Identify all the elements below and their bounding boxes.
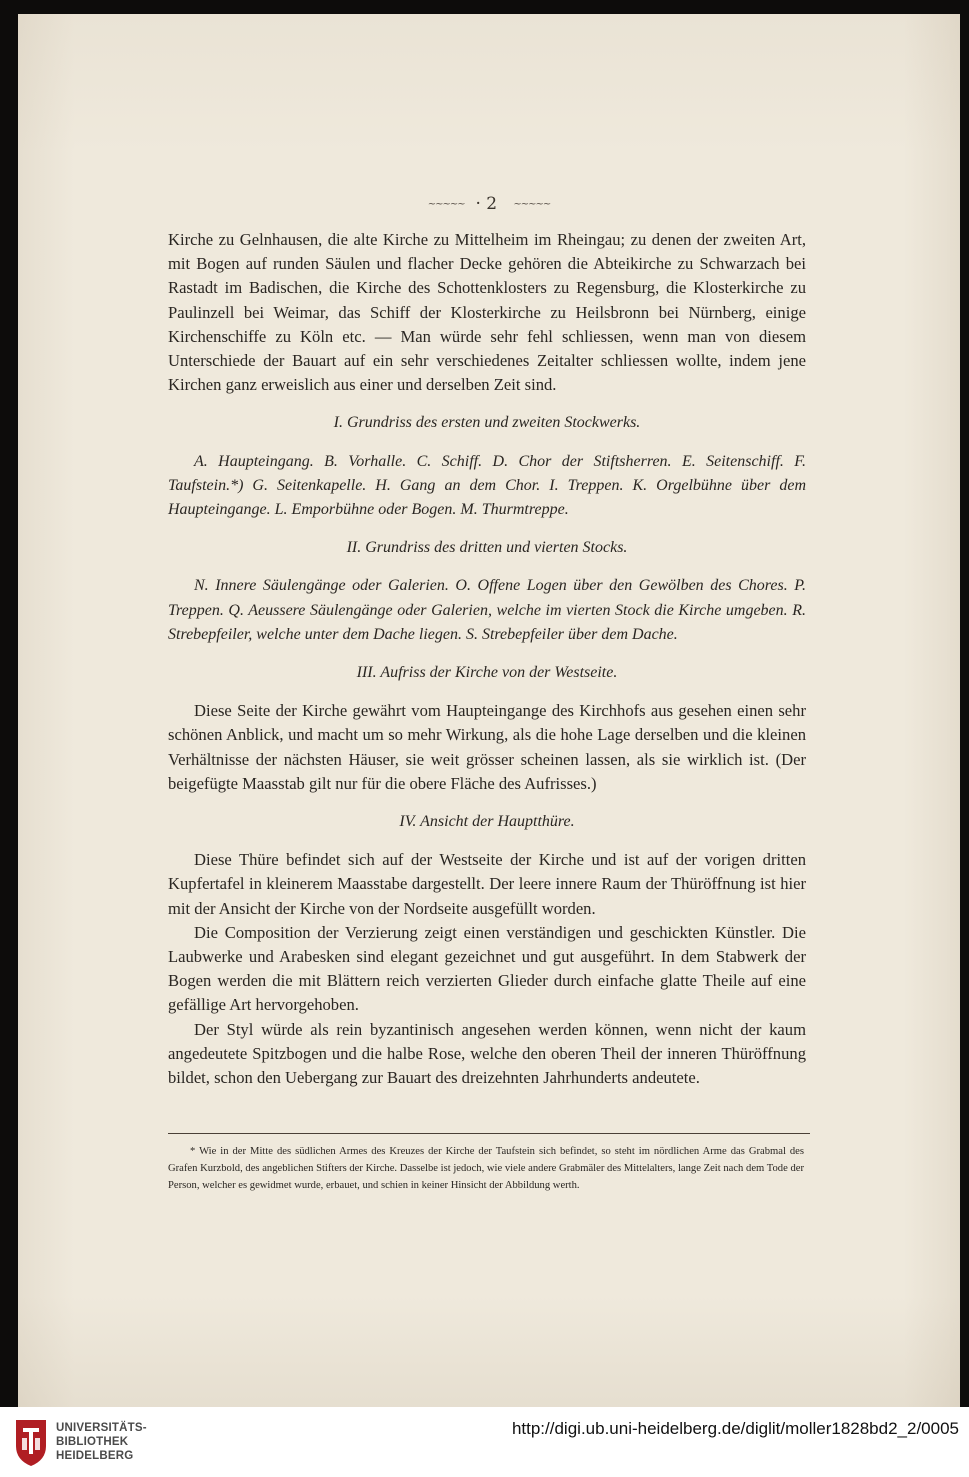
library-name-line-3: HEIDELBERG [56,1450,134,1462]
section-heading-3: III. Aufriss der Kirche von der Westseite. [356,664,618,682]
section-paragraph-3: Diese Seite der Kirche gewährt vom Haupteingange des Kirchhofs aus gesehen einen sehr schönen Anblick, und macht um so mehr Wirkung, als die hohe Lage derselben und die kleinen Verhältnisse der nächsten Häuser, sie weit grösser scheinen lassen, als sie wirklich ist. (Der beigefügte Maasstab gilt nur für die obere Fläche des Aufrisses.) [168,701,806,793]
page-ornament-left: ~~~~~ [427,199,465,210]
page-number: ~~~~~ · 2 ~~~~~ [427,194,551,214]
footnote-divider [168,1133,810,1134]
university-library-logo-icon [14,1416,48,1468]
footnote: * Wie in der Mitte des südlichen Armes des Kreuzes der Kirche der Taufstein sich befindet, so steht im nördlichen Arme das Grabmal des Grafen Kurzbold, des angeblichen Stifters der Kirche. Dasselbe ist jedoch, wie viele andere Grabmäler des Mittelalters, lange Zeit nach dem Tode der Person, welcher es gewidmet wurde, erbauet, und schien in keiner Hinsicht der Abbildung werth. [168,1146,804,1191]
library-name [56,1421,147,1463]
page-number-value: 2 [486,194,498,214]
section-paragraph-4c: Der Styl würde als rein byzantinisch angesehen werden können, wenn nicht der kaum angedeutete Spitzbogen und die halbe Rose, welche den oberen Theil der inneren Thüröffnung bildet, schon den Uebergang zur Bauart des dreizehnten Jahrhunderts andeutete. [168,1019,806,1088]
library-name-line-2: BIBLIOTHEK [56,1436,129,1448]
library-footer [0,1407,969,1477]
digital-library-url[interactable]: http://digi.ub.uni-heidelberg.de/diglit/moller1828bd2_2/0005 [511,1419,959,1438]
library-name-line-1: UNIVERSITÄTS- [56,1422,147,1434]
section-paragraph-4a: Diese Thüre befindet sich auf der Westseite der Kirche und ist auf der vorigen dritten Kupfertafel in kleinerem Maasstabe dargestellt. Der leere innere Raum der Thüröffnung ist hier mit der Ansicht der Kirche von der Nordseite ausgefüllt worden. [168,850,806,918]
main-text [168,228,806,1090]
section-heading-4: IV. Ansicht der Hauptthüre. [399,813,575,831]
book-page [18,14,960,1407]
section-paragraph-4b: Die Composition der Verzierung zeigt einen verständigen und geschickten Künstler. Die Laubwerke und Arabesken sind elegant gezeichnet und gut ausgeführt. In dem Stabwerk der Bogen werden die mit Blättern reich verzierten Glieder durch einfache glatte Theile auf eine gefällige Art hervorgehoben. [168,922,806,1015]
section-legend-2: N. Innere Säulengänge oder Galerien. O. Offene Logen über den Gewölben des Chores. P. Treppen. Q. Aeussere Säulengänge oder Galerien, welche im vierten Stock die Kirche umgeben. R. Strebepfeiler, welche unter dem Dache liegen. S. Strebepfeiler über dem Dache. [168,577,806,643]
section-legend-1: A. Haupteingang. B. Vorhalle. C. Schiff. D. Chor der Stiftsherren. E. Seitenschiff. F. Taufstein.*) G. Seitenkapelle. H. Gang an dem Chor. I. Treppen. K. Orgelbühne über dem Haupteingange. L. Emporbühne oder Bogen. M. Thurmtreppe. [168,452,806,519]
page-ornament-right: ~~~~~ [513,199,551,210]
section-heading-2: II. Grundriss des dritten und vierten Stocks. [346,539,628,557]
intro-paragraph: Kirche zu Gelnhausen, die alte Kirche zu Mittelheim im Rheingau; zu denen der zweiten Art, mit Bogen auf runden Säulen und flacher Decke gehören die Abteikirche zu Schwarzach bei Rastadt im Badischen, die Kirche des Schottenklosters zu Regensburg, die Klosterkirche zu Paulinzell bei Weimar, das Schiff der Klosterkirche zu Heilsbronn bei Nürnberg, einige Kirchenschiffe zu Köln etc. — Man würde sehr fehl schliessen, wenn man von diesem Unterschiede der Bauart auf ein sehr verschiedenes Zeitalter schliessen wollte, indem jene Kirchen ganz erweislich aus einer und derselben Zeit sind. [168,230,806,395]
section-heading-1: I. Grundriss des ersten und zweiten Stockwerks. [333,414,641,432]
